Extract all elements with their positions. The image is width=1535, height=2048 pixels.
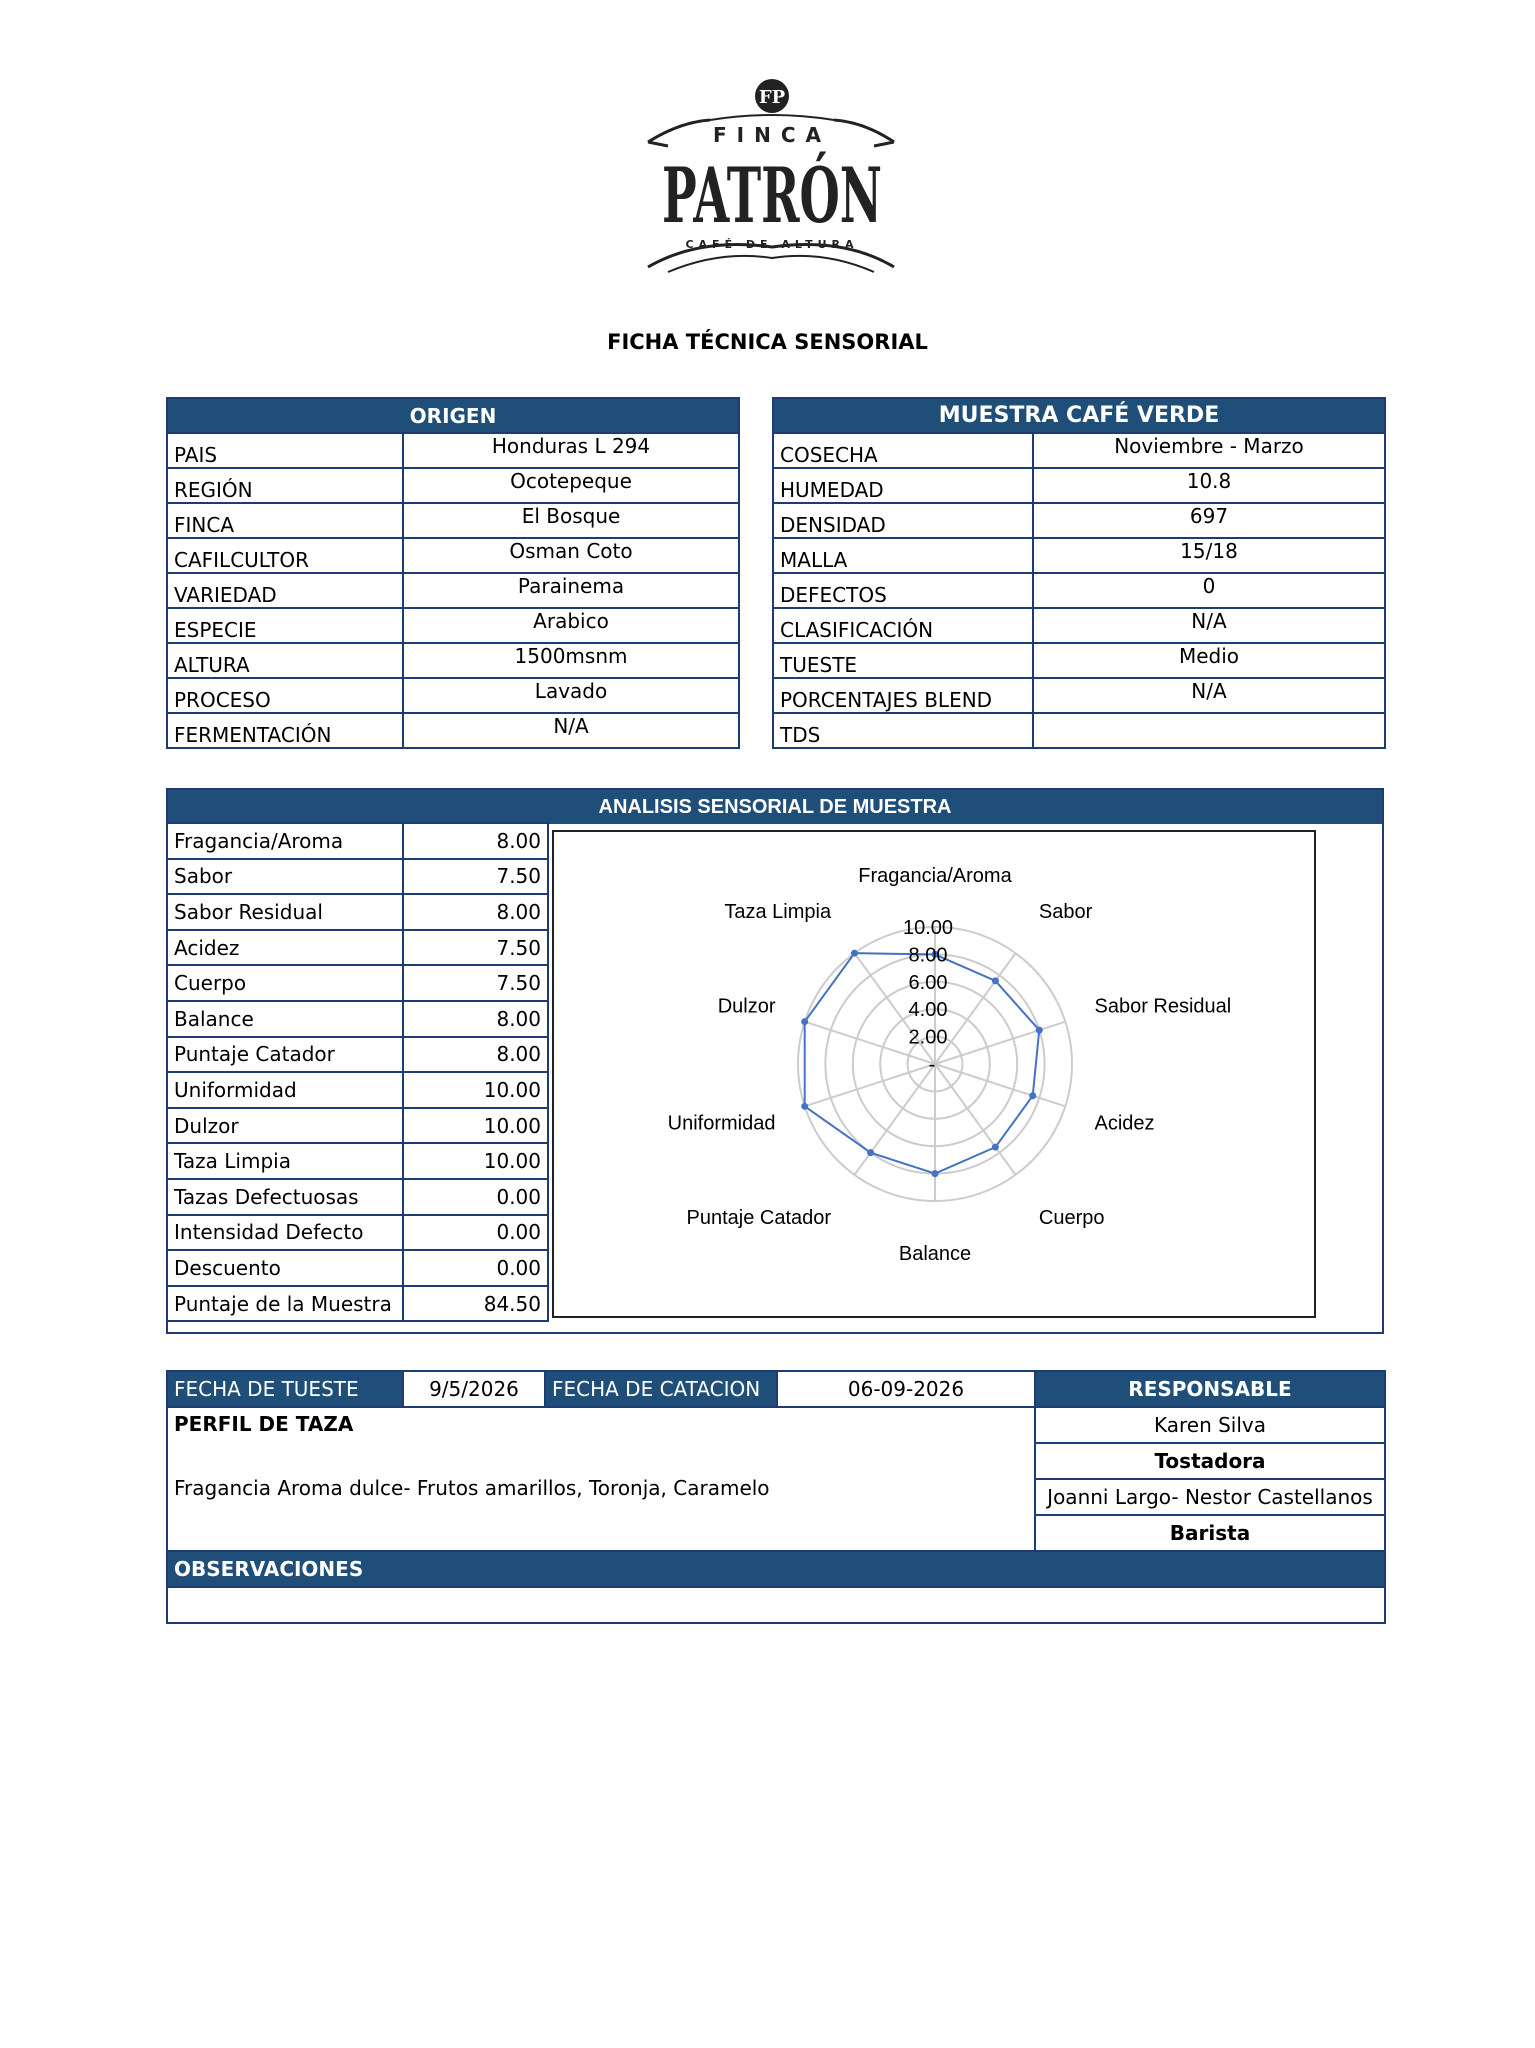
finca-patron-logo [640, 72, 1024, 282]
radar-point [1029, 1092, 1036, 1099]
muestra-label: CLASIFICACIÓN [773, 608, 1033, 643]
muestra-header: MUESTRA CAFÉ VERDE [773, 398, 1385, 433]
origen-label: CAFILCULTOR [167, 538, 403, 573]
muestra-label: DENSIDAD [773, 503, 1033, 538]
sensorial-row [167, 1179, 548, 1215]
muestra-table [772, 397, 1386, 749]
muestra-value: 0 [1033, 573, 1385, 608]
sensorial-label: Fragancia/Aroma [167, 823, 403, 859]
radar-tick-label: 8.00 [908, 944, 948, 967]
origen-value: Lavado [403, 678, 739, 713]
muestra-row [773, 713, 1385, 748]
muestra-row [773, 503, 1385, 538]
sensorial-value: 10.00 [403, 1143, 548, 1179]
muestra-row [773, 678, 1385, 713]
sensorial-value: 0.00 [403, 1215, 548, 1251]
sensorial-row [167, 1215, 548, 1251]
muestra-value: 10.8 [1033, 468, 1385, 503]
radar-point [801, 1018, 808, 1025]
logo-top-text: FINCA [713, 123, 831, 147]
origen-row [167, 538, 739, 573]
sensorial-label: Balance [167, 1001, 403, 1037]
perfil-taza-cell [167, 1407, 1035, 1551]
radar-point [992, 1144, 999, 1151]
sensorial-label: Puntaje de la Muestra [167, 1286, 403, 1322]
origen-label: PAIS [167, 433, 403, 468]
radar-point [932, 1170, 939, 1177]
sensorial-value: 8.00 [403, 1001, 548, 1037]
muestra-label: DEFECTOS [773, 573, 1033, 608]
observaciones-body[interactable] [167, 1587, 1385, 1623]
sensorial-label: Taza Limpia [167, 1143, 403, 1179]
origen-value: Osman Coto [403, 538, 739, 573]
radar-point [851, 950, 858, 957]
muestra-value: N/A [1033, 608, 1385, 643]
sensorial-value: 8.00 [403, 823, 548, 859]
bottom-table [166, 1370, 1386, 1624]
logo-sub-text: CAFÉ DE ALTURA [685, 238, 859, 251]
sensorial-row [167, 1108, 548, 1144]
radar-point [992, 977, 999, 984]
radar-point [1036, 1027, 1043, 1034]
sensorial-value: 8.00 [403, 894, 548, 930]
sensorial-value: 8.00 [403, 1037, 548, 1073]
origen-label: ESPECIE [167, 608, 403, 643]
sensorial-label: Acidez [167, 930, 403, 966]
radar-spoke [935, 1064, 1016, 1175]
radar-category-label: Taza Limpia [724, 901, 832, 924]
origen-value: Arabico [403, 608, 739, 643]
muestra-row [773, 608, 1385, 643]
sensorial-label: Sabor [167, 859, 403, 895]
sensorial-row [167, 930, 548, 966]
tostadora-name: Karen Silva [1035, 1407, 1385, 1443]
origen-row [167, 573, 739, 608]
origen-label: ALTURA [167, 643, 403, 678]
sensorial-label: Uniformidad [167, 1072, 403, 1108]
origen-label: VARIEDAD [167, 573, 403, 608]
radar-spoke [935, 1022, 1065, 1064]
sensorial-row [167, 1250, 548, 1286]
sensorial-row [167, 965, 548, 1001]
origen-label: PROCESO [167, 678, 403, 713]
sensorial-rows [167, 823, 548, 1321]
radar-spoke [854, 1064, 935, 1175]
radar-category-label: Cuerpo [1038, 1206, 1105, 1229]
tostadora-label: Tostadora [1035, 1443, 1385, 1479]
radar-tick-label: 4.00 [908, 999, 948, 1022]
radar-tick-label: 6.00 [908, 971, 948, 994]
radar-category-label: Sabor [1038, 901, 1093, 924]
origen-row [167, 713, 739, 748]
sensorial-header: ANALISIS SENSORIAL DE MUESTRA [168, 790, 1382, 824]
muestra-value: Noviembre - Marzo [1033, 433, 1385, 468]
sensorial-row [167, 1072, 548, 1108]
sensorial-label: Puntaje Catador [167, 1037, 403, 1073]
muestra-rows [773, 433, 1385, 748]
logo-main-text: PATRÓN [662, 151, 1024, 240]
sensorial-value: 7.50 [403, 965, 548, 1001]
radar-spoke [935, 1064, 1065, 1106]
sensorial-section [166, 788, 1384, 1334]
sensorial-value: 7.50 [403, 930, 548, 966]
fecha-tueste-label: FECHA DE TUESTE [167, 1371, 403, 1407]
radar-category-label: Acidez [1094, 1112, 1155, 1135]
origen-row [167, 608, 739, 643]
sensorial-label: Intensidad Defecto [167, 1215, 403, 1251]
muestra-label: HUMEDAD [773, 468, 1033, 503]
barista-label: Barista [1035, 1515, 1385, 1551]
radar-chart [552, 830, 1316, 1318]
radar-svg [554, 832, 1314, 1316]
perfil-taza-text: Fragancia Aroma dulce- Frutos amarillos, Toronja, Caramelo [174, 1476, 770, 1500]
origen-row [167, 433, 739, 468]
sensorial-row [167, 859, 548, 895]
muestra-row [773, 538, 1385, 573]
sensorial-table [166, 822, 549, 1322]
fecha-catacion-value: 06-09-2026 [777, 1371, 1035, 1407]
muestra-value: 697 [1033, 503, 1385, 538]
radar-category-label: Puntaje Catador [686, 1206, 832, 1229]
sensorial-value: 84.50 [403, 1286, 548, 1322]
sensorial-value: 7.50 [403, 859, 548, 895]
radar-spoke [805, 1064, 935, 1106]
origen-label: REGIÓN [167, 468, 403, 503]
origen-value: Ocotepeque [403, 468, 739, 503]
sensorial-row [167, 1001, 548, 1037]
muestra-label: TDS [773, 713, 1033, 748]
radar-category-label: Fragancia/Aroma [858, 865, 1012, 887]
sensorial-row [167, 1286, 548, 1322]
muestra-value [1033, 713, 1385, 748]
radar-category-label: Sabor Residual [1094, 995, 1232, 1018]
fecha-tueste-value: 9/5/2026 [403, 1371, 545, 1407]
sensorial-value: 10.00 [403, 1108, 548, 1144]
origen-row [167, 503, 739, 538]
muestra-label: MALLA [773, 538, 1033, 573]
responsable-header: RESPONSABLE [1035, 1371, 1385, 1407]
sensorial-row [167, 1037, 548, 1073]
sensorial-label: Tazas Defectuosas [167, 1179, 403, 1215]
radar-point [801, 1103, 808, 1110]
sensorial-label: Cuerpo [167, 965, 403, 1001]
sensorial-value: 10.00 [403, 1072, 548, 1108]
origen-row [167, 678, 739, 713]
radar-category-label: Dulzor [717, 995, 776, 1018]
sensorial-value: 0.00 [403, 1250, 548, 1286]
radar-tick-label: 10.00 [902, 917, 954, 939]
radar-category-label: Balance [898, 1243, 972, 1265]
origen-value: Parainema [403, 573, 739, 608]
origen-value: Honduras L 294 [403, 433, 739, 468]
muestra-row [773, 433, 1385, 468]
page-title: FICHA TÉCNICA SENSORIAL [607, 330, 928, 354]
origen-value: 1500msnm [403, 643, 739, 678]
fecha-catacion-label: FECHA DE CATACION [545, 1371, 777, 1407]
origen-row [167, 643, 739, 678]
origen-value: N/A [403, 713, 739, 748]
origen-value: El Bosque [403, 503, 739, 538]
origen-label: FINCA [167, 503, 403, 538]
observaciones-header: OBSERVACIONES [167, 1551, 1385, 1587]
radar-point [867, 1149, 874, 1156]
origen-row [167, 468, 739, 503]
radar-tick-label: 2.00 [908, 1026, 948, 1049]
muestra-row [773, 573, 1385, 608]
barista-name: Joanni Largo- Nestor Castellanos [1035, 1479, 1385, 1515]
logo-graphic [640, 72, 1024, 282]
sensorial-label: Descuento [167, 1250, 403, 1286]
muestra-row [773, 468, 1385, 503]
sensorial-row [167, 823, 548, 859]
sensorial-label: Sabor Residual [167, 894, 403, 930]
origen-table [166, 397, 740, 749]
sensorial-row [167, 894, 548, 930]
logo-initials: FP [758, 87, 786, 108]
sensorial-value: 0.00 [403, 1179, 548, 1215]
sensorial-row [167, 1143, 548, 1179]
sensorial-label: Dulzor [167, 1108, 403, 1144]
radar-category-label: Uniformidad [667, 1112, 776, 1135]
origen-label: FERMENTACIÓN [167, 713, 403, 748]
muestra-label: COSECHA [773, 433, 1033, 468]
muestra-value: N/A [1033, 678, 1385, 713]
origen-rows [167, 433, 739, 748]
radar-tick-label: - [928, 1054, 936, 1076]
muestra-value: Medio [1033, 643, 1385, 678]
muestra-row [773, 643, 1385, 678]
muestra-value: 15/18 [1033, 538, 1385, 573]
perfil-taza-label: PERFIL DE TAZA [174, 1412, 354, 1436]
muestra-label: PORCENTAJES BLEND [773, 678, 1033, 713]
origen-header: ORIGEN [167, 398, 739, 433]
muestra-label: TUESTE [773, 643, 1033, 678]
